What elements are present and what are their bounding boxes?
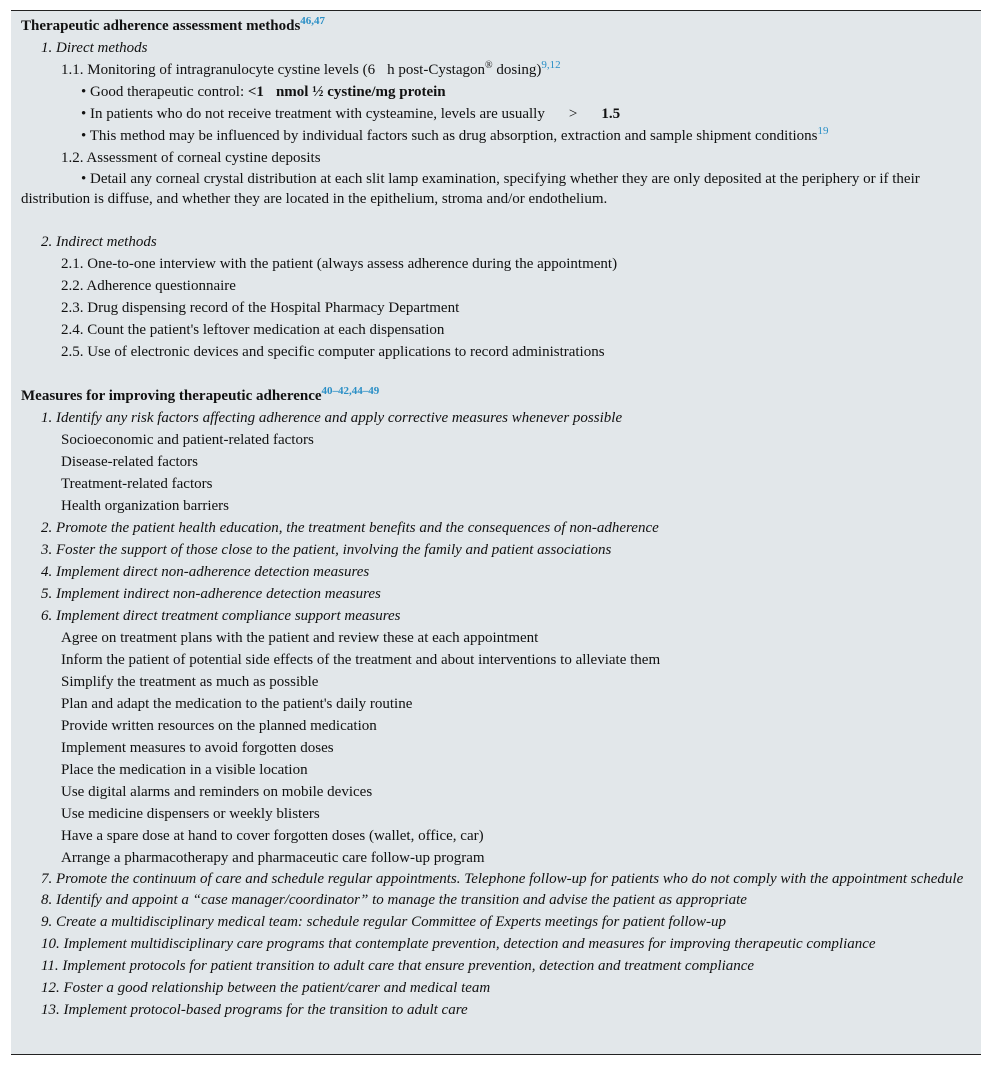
- measure-6-item: Have a spare dose at hand to cover forgotten doses (wallet, office, car): [61, 828, 484, 844]
- reference-link[interactable]: 19: [817, 125, 829, 137]
- adherence-table: [11, 10, 981, 1055]
- measure-6-item: Provide written resources on the planned medication: [61, 718, 377, 734]
- indirect-item: 2.2. Adherence questionnaire: [61, 278, 236, 294]
- measure-6-item: Use digital alarms and reminders on mobile devices: [61, 784, 373, 800]
- measure-13: 13. Implement protocol-based programs for the transition to adult care: [41, 1002, 468, 1018]
- direct-bullet-2: • In patients who do not receive treatment with cysteamine, levels are usually > 1.5: [81, 106, 621, 122]
- direct-item-1: 1.1. Monitoring of intragranulocyte cystine levels (6 h post-Cystagon® dosing)$^{9,12}$: [61, 59, 561, 78]
- measure-6-item: Implement measures to avoid forgotten doses: [61, 740, 334, 756]
- measure-4: 4. Implement direct non-adherence detection measures: [41, 564, 370, 580]
- reference-link[interactable]: 40–42,44–49: [321, 385, 380, 397]
- measure-3: 3. Foster the support of those close to the patient, involving the family and patient associations: [41, 542, 612, 558]
- measure-6-item: Place the medication in a visible location: [61, 762, 308, 778]
- assessment-heading: Therapeutic adherence assessment methods$^{46,47}$: [21, 15, 326, 34]
- indirect-methods-label: 2. Indirect methods: [41, 234, 157, 250]
- direct-bullet-3: • This method may be influenced by individual factors such as drug absorption, extraction and sample shipment conditions$^{19}$: [81, 125, 829, 144]
- measures-heading: Measures for improving therapeutic adherence$^{40-42,44-49}$: [21, 385, 380, 404]
- measure-9: 9. Create a multidisciplinary medical team: schedule regular Committee of Experts meetings for patient follow-up: [41, 914, 727, 930]
- measure-6-item: Use medicine dispensers or weekly blisters: [61, 806, 320, 822]
- measure-1-item: Health organization barriers: [61, 498, 229, 514]
- measure-6-item: Plan and adapt the medication to the patient's daily routine: [61, 696, 413, 712]
- measure-1-item: Disease-related factors: [61, 454, 199, 470]
- indirect-item: 2.5. Use of electronic devices and specific computer applications to record administrations: [61, 344, 605, 360]
- table-content: [21, 15, 971, 1021]
- measure-7: 7. Promote the continuum of care and schedule regular appointments. Telephone follow-up for patients who do not comply with the appointment schedule: [41, 871, 964, 887]
- measure-10: 10. Implement multidisciplinary care programs that contemplate prevention, detection and measures for improving therapeutic compliance: [41, 936, 876, 952]
- measure-6-item: Simplify the treatment as much as possible: [61, 674, 319, 690]
- measure-1: 1. Identify any risk factors affecting adherence and apply corrective measures whenever possible: [41, 410, 623, 426]
- measure-2: 2. Promote the patient health education, the treatment benefits and the consequences of non-adherence: [41, 520, 659, 536]
- measure-1-item: Socioeconomic and patient-related factors: [61, 432, 314, 448]
- indirect-item: 2.1. One-to-one interview with the patient (always assess adherence during the appointment): [61, 256, 618, 272]
- reference-link[interactable]: 9,12: [541, 59, 561, 71]
- indirect-item: 2.4. Count the patient's leftover medication at each dispensation: [61, 322, 445, 338]
- direct-methods-label: 1. Direct methods: [41, 40, 148, 56]
- measure-5: 5. Implement indirect non-adherence detection measures: [41, 586, 381, 602]
- measure-6-item: Agree on treatment plans with the patient and review these at each appointment: [61, 630, 539, 646]
- direct-bullet-4: • Detail any corneal crystal distribution at each slit lamp examination, specifying whether they are only deposited at the periphery or if their distribution is diffuse, and whether they are located in the epithelium, stroma and/or endothelium.: [21, 171, 920, 207]
- measure-8: 8. Identify and appoint a “case manager/coordinator” to manage the transition and advise the patient as appropriate: [41, 892, 747, 908]
- measure-6-item: Inform the patient of potential side effects of the treatment and about interventions to alleviate them: [61, 652, 661, 668]
- direct-item-2: 1.2. Assessment of corneal cystine deposits: [61, 150, 321, 166]
- measure-11: 11. Implement protocols for patient transition to adult care that ensure prevention, detection and treatment compliance: [41, 958, 755, 974]
- indirect-item: 2.3. Drug dispensing record of the Hospital Pharmacy Department: [61, 300, 460, 316]
- measure-1-item: Treatment-related factors: [61, 476, 213, 492]
- reference-link[interactable]: 46,47: [300, 15, 326, 27]
- direct-bullet-1: • Good therapeutic control: <1 nmol ½ cystine/mg protein: [81, 84, 446, 100]
- measure-6: 6. Implement direct treatment compliance support measures: [41, 608, 401, 624]
- measure-6-item: Arrange a pharmacotherapy and pharmaceutic care follow-up program: [61, 850, 485, 866]
- measure-12: 12. Foster a good relationship between the patient/carer and medical team: [41, 980, 491, 996]
